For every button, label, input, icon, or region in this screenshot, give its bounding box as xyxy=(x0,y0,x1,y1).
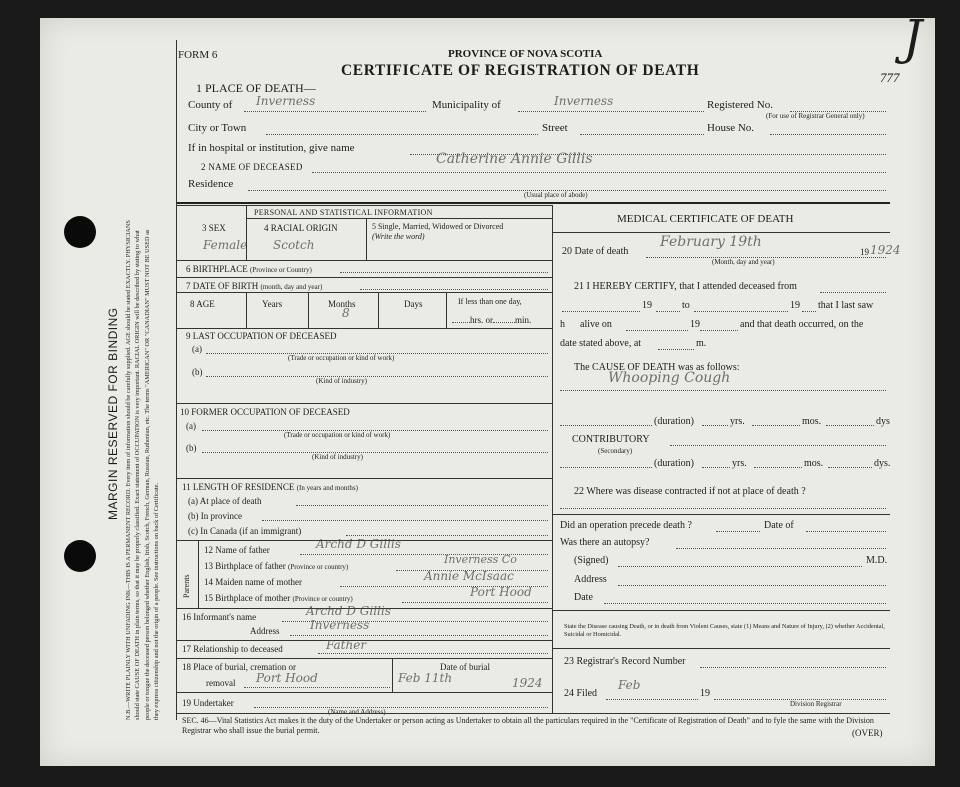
months-value: 8 xyxy=(342,306,350,320)
cause-yrs-label: yrs. xyxy=(730,416,745,427)
certificate-title: CERTIFICATE OF REGISTRATION OF DEATH xyxy=(341,62,700,79)
institution-label: If in hospital or institution, give name xyxy=(188,142,355,154)
binding-hole-top xyxy=(64,216,96,248)
mother-birthplace-label: 15 Birthplace of mother (Province or country) xyxy=(204,593,353,603)
contributory-label: CONTRIBUTORY xyxy=(572,434,650,445)
father-birthplace-label: 13 Birthplace of father (Province or country) xyxy=(204,561,349,571)
filed-19-label: 19 xyxy=(700,688,710,699)
mother-name-label: 14 Maiden name of mother xyxy=(204,577,302,587)
relationship-value: Father xyxy=(326,638,367,652)
former-occupation-b-label: (b) xyxy=(186,443,197,453)
registered-no-note: (For use of Registrar General only) xyxy=(766,112,865,120)
burial-date-value: Feb 11th xyxy=(398,671,453,685)
undertaker-note: (Name and Address) xyxy=(328,708,386,716)
personal-info-header: PERSONAL AND STATISTICAL INFORMATION xyxy=(254,208,433,217)
city-label: City or Town xyxy=(188,122,247,134)
margin-instructions: N.B.—WRITE PLAINLY WITH UNFADING INK—THIS IS A PERMANENT RECORD. Every item of information should be carefully supplied. AGE should be stated EXACTLY. PHYSICIANS should state CAUSE OF DEATH in plain terms, so that it may be properly classified. Exact statement of OCCUPATION is very important. RACIAL ORIGIN will be described by stating to what people or tongue the deceased person belonged whether English, Irish, Scotch, French, German, Russian, Ruthenian, etc. The terms "AMERICAN" OR "CANADIAN" MUST NOT BE USED as they express citizenship and not the origin of a people. See instructions on back of Certificate. xyxy=(125,220,160,720)
at-place-of-death-label: (a) At place of death xyxy=(188,496,262,506)
in-province-label: (b) In province xyxy=(188,511,242,521)
cause-of-death-value: Whooping Cough xyxy=(608,370,731,386)
last-occupation-industry-note: (Kind of industry) xyxy=(316,377,367,385)
contrib-yrs-label: yrs. xyxy=(732,458,747,469)
violent-causes-note: State the Disease causing Death, or in death from Violent Causes, state (1) Means and Nature of Injury, (2) whether Accidental, Suicidal or Homicidal. xyxy=(564,623,885,638)
certify-label: 21 I HEREBY CERTIFY, that I attended deceased from xyxy=(574,281,797,292)
burial-place-label: 18 Place of burial, cremation or xyxy=(182,662,296,672)
stamp-number: 777 xyxy=(880,70,900,85)
operation-date-label: Date of xyxy=(764,520,794,531)
racial-origin-label: 4 RACIAL ORIGIN xyxy=(264,223,338,233)
registrar-record-label: 23 Registrar's Record Number xyxy=(564,656,686,667)
place-of-death-label: 1 PLACE OF DEATH— xyxy=(196,81,316,95)
last-saw-label: that I last saw xyxy=(818,300,874,311)
name-of-deceased-value: Catherine Annie Gillis xyxy=(436,151,593,167)
informant-name-label: 16 Informant's name xyxy=(182,612,257,622)
mother-name-value: Annie McIsaac xyxy=(424,569,514,583)
former-occupation-a-label: (a) xyxy=(186,421,196,431)
date-of-birth-label: 7 DATE OF BIRTH (month, day and year) xyxy=(186,281,323,291)
province-heading: PROVINCE OF NOVA SCOTIA xyxy=(448,48,603,60)
alive-on-label: h alive on xyxy=(560,319,612,330)
autopsy-label: Was there an autopsy? xyxy=(560,537,650,548)
length-of-residence-label: 11 LENGTH OF RESIDENCE (In years and months) xyxy=(182,482,358,492)
contrib-duration-label: (duration) xyxy=(654,458,694,469)
certify-to-label: to xyxy=(682,300,690,311)
name-of-deceased-label: 2 NAME OF DECEASED xyxy=(201,162,303,172)
form-number: FORM 6 xyxy=(178,49,218,61)
in-canada-label: (c) In Canada (if an immigrant) xyxy=(188,526,302,536)
birthplace-label: 6 BIRTHPLACE (Province or Country) xyxy=(186,264,312,274)
informant-address-value: Inverness xyxy=(310,618,370,632)
sex-value: Female xyxy=(203,238,248,252)
m-label: m. xyxy=(696,338,707,349)
disease-contracted-label: 22 Where was disease contracted if not at place of death ? xyxy=(574,486,806,497)
sex-label: 3 SEX xyxy=(202,223,226,233)
last-occupation-trade-note: (Trade or occupation or kind of work) xyxy=(288,354,395,362)
hours-minutes-label: hrs. or min. xyxy=(452,315,531,325)
father-name-value: Archd D Gillis xyxy=(316,537,401,551)
signed-label: (Signed) xyxy=(574,555,609,566)
filed-label: 24 Filed xyxy=(564,688,598,699)
years-label: Years xyxy=(262,299,283,309)
certify-19-b: 19 xyxy=(790,300,800,311)
former-occupation-trade-note: (Trade or occupation or kind of work) xyxy=(284,431,391,439)
binding-margin-label: MARGIN RESERVED FOR BINDING xyxy=(106,307,120,520)
certify-19-a: 19 xyxy=(642,300,652,311)
registered-no-label: Registered No. xyxy=(707,99,773,111)
date-of-death-value: February 19th xyxy=(660,234,762,250)
municipality-value: Inverness xyxy=(554,94,614,108)
house-no-label: House No. xyxy=(707,122,755,134)
contrib-mos-label: mos. xyxy=(804,458,824,469)
months-label: Months xyxy=(328,299,356,309)
md-label: M.D. xyxy=(866,555,888,566)
date-of-death-year: 1924 xyxy=(870,243,901,257)
relationship-label: 17 Relationship to deceased xyxy=(182,644,283,654)
burial-place-value: Port Hood xyxy=(256,671,318,685)
removal-label: removal xyxy=(206,678,236,688)
residence-note: (Usual place of abode) xyxy=(524,191,588,199)
residence-label: Residence xyxy=(188,178,234,190)
days-label: Days xyxy=(404,299,423,309)
informant-name-value: Archd D Gillis xyxy=(306,604,391,618)
contrib-dys-label: dys. xyxy=(874,458,891,469)
parents-label: Parents xyxy=(182,574,191,598)
date-of-death-note: (Month, day and year) xyxy=(712,258,775,266)
date-of-death-year-prefix: 19 xyxy=(860,247,869,257)
cause-mos-label: mos. xyxy=(802,416,822,427)
signed-date-label: Date xyxy=(574,592,593,603)
operation-label: Did an operation precede death ? xyxy=(560,520,692,531)
footer-text: SEC. 46—Vital Statistics Act makes it the duty of the Undertaker or person acting as Undertaker to obtain all the particulars required in the "Certificate of Registration of Death" and to fyle the same with the Division Registrar who shall issue the burial permit. xyxy=(182,716,874,735)
date-stated-label: date stated above, at xyxy=(560,338,642,349)
signed-address-label: Address xyxy=(574,574,607,585)
cause-dys-label: dys xyxy=(876,416,890,427)
street-label: Street xyxy=(542,122,568,134)
racial-origin-value: Scotch xyxy=(273,238,315,252)
alive-on-19: 19 xyxy=(690,319,700,330)
father-birthplace-value: Inverness Co xyxy=(444,553,517,566)
death-occurred-label: and that death occurred, on the xyxy=(740,319,864,330)
last-occupation-label: 9 LAST OCCUPATION OF DECEASED xyxy=(186,331,337,341)
registrar-mark: J xyxy=(903,10,923,66)
binding-hole-bottom xyxy=(64,540,96,572)
date-of-death-label: 20 Date of death xyxy=(562,246,629,257)
county-label: County of xyxy=(188,99,233,111)
undertaker-label: 19 Undertaker xyxy=(182,698,234,708)
cause-duration-label: (duration) xyxy=(654,416,694,427)
last-occupation-a-label: (a) xyxy=(192,344,202,354)
mother-birthplace-value: Port Hood xyxy=(470,585,532,599)
filed-value: Feb xyxy=(618,678,641,692)
last-occupation-b-label: (b) xyxy=(192,367,203,377)
over-label: (OVER) xyxy=(852,728,883,738)
cause-of-death-label: The CAUSE OF DEATH was as follows: xyxy=(574,362,740,373)
medical-header: MEDICAL CERTIFICATE OF DEATH xyxy=(617,213,794,225)
father-name-label: 12 Name of father xyxy=(204,545,270,555)
division-registrar-note: Division Registrar xyxy=(790,700,842,708)
secondary-note: (Secondary) xyxy=(598,447,633,455)
former-occupation-industry-note: (Kind of industry) xyxy=(312,453,363,461)
informant-address-label: Address xyxy=(250,626,280,636)
burial-date-label: Date of burial xyxy=(440,662,490,672)
age-label: 8 AGE xyxy=(190,299,215,309)
municipality-label: Municipality of xyxy=(432,99,501,111)
former-occupation-label: 10 FORMER OCCUPATION OF DECEASED xyxy=(180,407,350,417)
less-than-day-label: If less than one day, xyxy=(458,297,522,306)
burial-year-value: 1924 xyxy=(512,676,543,690)
county-value: Inverness xyxy=(256,94,316,108)
marital-status-label: 5 Single, Married, Widowed or Divorced (Write the word) xyxy=(372,222,504,241)
